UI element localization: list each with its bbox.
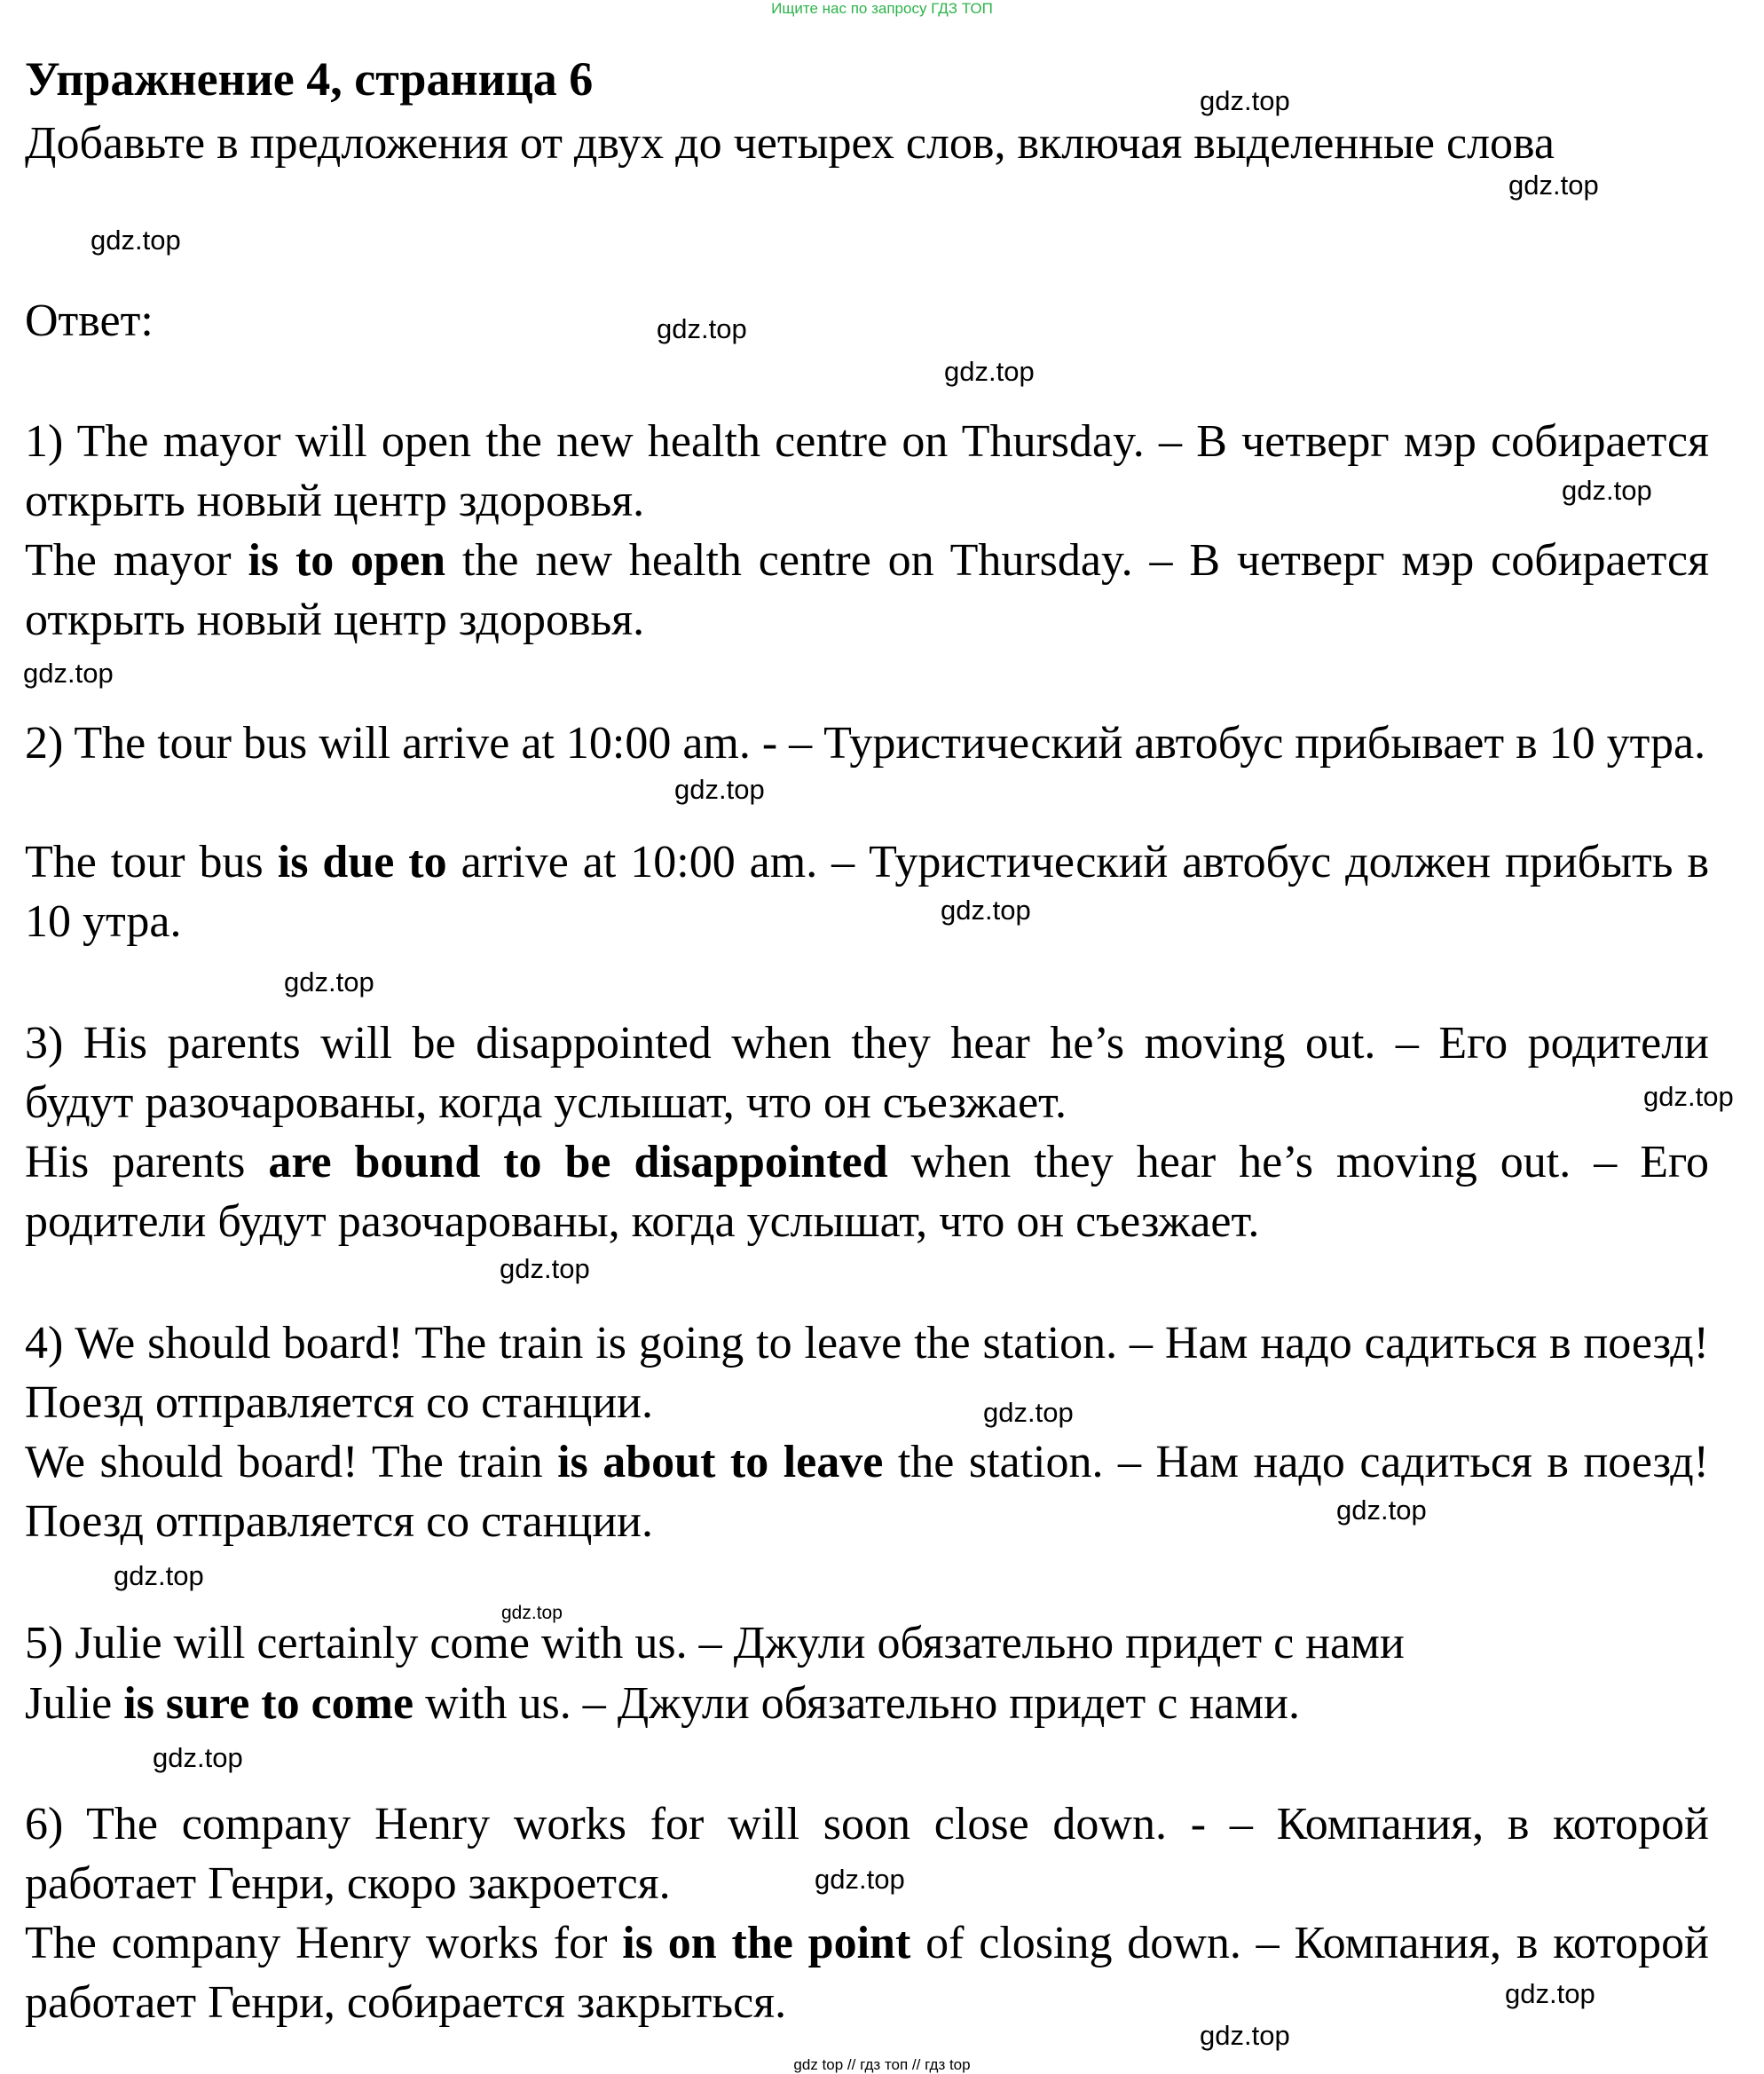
item-4-rewrite-after: the station. – Нам надо садиться в поезд! Поезд отправляется со станции.: [25, 1437, 1710, 1547]
item-2-rewrite: [25, 832, 1709, 951]
item-3-rewrite: [25, 1132, 1709, 1251]
item-5-rewrite: [25, 1674, 1709, 1733]
watermark: gdz.top: [1200, 85, 1290, 116]
item-1-rewrite-after: the new health centre on Thursday. – В четверг мэр собирается открыть новый центр здоровья.: [25, 535, 1710, 645]
watermark: gdz.top: [1200, 2020, 1290, 2051]
watermark: gdz.top: [501, 1603, 563, 1623]
watermark: gdz.top: [815, 1864, 905, 1895]
watermark: gdz.top: [284, 966, 374, 998]
item-4-original: 4) We should board! The train is going to leave the station. – Нам надо садиться в поезд! Поезд отправляется со станции.: [25, 1318, 1709, 1428]
watermark: gdz.top: [1336, 1494, 1427, 1526]
watermark: gdz.top: [983, 1397, 1074, 1428]
item-6-rewrite-before: The company Henry works for: [25, 1918, 623, 1968]
watermark: gdz.top: [23, 658, 114, 689]
item-2-rewrite-bold: is due to: [277, 837, 447, 887]
watermark: gdz.top: [941, 895, 1031, 926]
watermark: gdz.top: [500, 1253, 590, 1284]
watermark: gdz.top: [114, 1560, 204, 1591]
item-5-rewrite-before: Julie: [25, 1678, 124, 1729]
item-2-rewrite-after: arrive at 10:00 am. – Туристический автобус должен прибыть в 10 утра.: [25, 837, 1710, 947]
item-3-rewrite-before: His parents: [25, 1137, 269, 1187]
instruction-text: Добавьте в предложения от двух до четырех слов, включая выделенные слова: [25, 118, 1555, 169]
item-2-rewrite-before: The tour bus: [25, 837, 278, 887]
watermark: gdz.top: [657, 313, 747, 344]
item-6-rewrite: [25, 1913, 1709, 2032]
item-5-rewrite-bold: is sure to come: [123, 1678, 414, 1729]
item-1-rewrite-bold: is to open: [248, 535, 446, 586]
item-6-rewrite-bold: is on the point: [622, 1918, 911, 1968]
watermark: gdz.top: [944, 356, 1035, 387]
item-3-rewrite-bold: are bound to be disappointed: [268, 1137, 888, 1187]
answer-label: Ответ:: [25, 296, 154, 346]
item-3-original: 3) His parents will be disappointed when they hear he’s moving out. – Его родители будут разочарованы, когда услышат, что он съезжает.: [25, 1018, 1709, 1128]
item-4-rewrite: [25, 1432, 1709, 1551]
watermark: gdz.top: [153, 1742, 243, 1773]
item-4-rewrite-before: We should board! The train: [25, 1437, 558, 1487]
item-5-original: 5) Julie will certainly come with us. – Джули обязательно придет с нами: [25, 1618, 1405, 1668]
watermark: gdz.top: [1508, 170, 1599, 201]
header-note: Ищите нас по запросу ГДЗ ТОП: [771, 0, 993, 17]
item-6-original: 6) The company Henry works for will soon close down. - – Компания, в которой работает Генри, скоро закроется.: [25, 1799, 1709, 1909]
item-1-original: 1) The mayor will open the new health centre on Thursday. – В четверг мэр собирается открыть новый центр здоровья.: [25, 416, 1709, 526]
watermark: gdz.top: [1562, 475, 1652, 506]
item-6-rewrite-after: of closing down. – Компания, в которой работает Генри, собирается закрыться.: [25, 1918, 1710, 2028]
item-3-rewrite-after: when they hear he’s moving out. – Его родители будут разочарованы, когда услышат, что он съезжает.: [25, 1137, 1709, 1247]
item-4-rewrite-bold: is about to leave: [557, 1437, 884, 1487]
item-2-original: 2) The tour bus will arrive at 10:00 am. - – Туристический автобус прибывает в 10 утра.: [25, 718, 1706, 769]
watermark: gdz.top: [91, 225, 181, 256]
exercise-title: Упражнение 4, страница 6: [25, 52, 594, 106]
item-5-rewrite-after: with us. – Джули обязательно придет с нами.: [413, 1678, 1300, 1729]
watermark: gdz.top: [1643, 1081, 1734, 1112]
item-1-rewrite-before: The mayor: [25, 535, 248, 586]
watermark: gdz.top: [674, 774, 765, 805]
item-1-rewrite: [25, 531, 1709, 650]
footer-note: gdz top // гдз топ // гдз top: [793, 2056, 971, 2073]
watermark: gdz.top: [1505, 1978, 1595, 2009]
